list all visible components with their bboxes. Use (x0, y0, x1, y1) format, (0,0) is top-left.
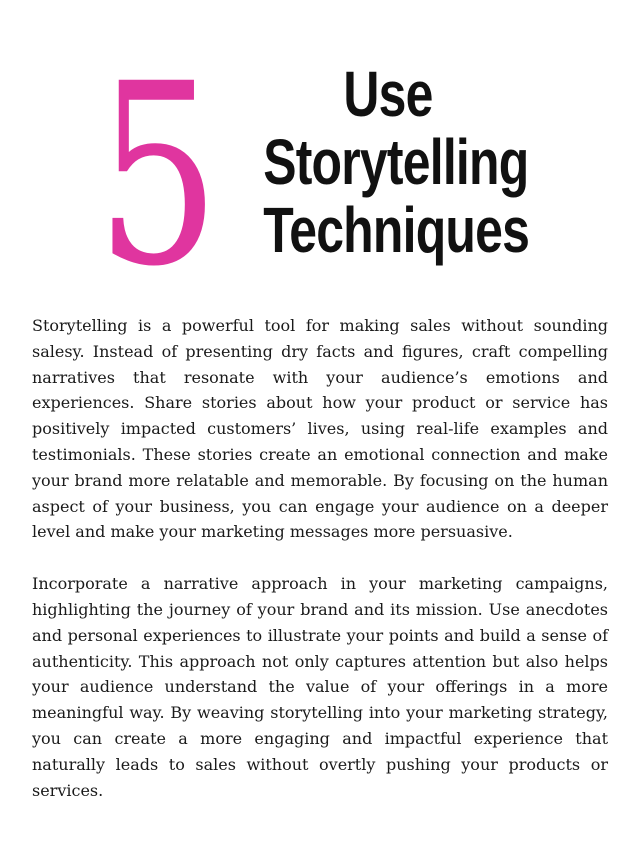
chapter-number-text: 5 (95, 30, 220, 322)
title-line-2: Storytelling (263, 126, 529, 198)
body-text (32, 313, 608, 829)
title-line-3: Techniques (263, 194, 530, 266)
chapter-number (95, 30, 220, 322)
paragraph-2: Incorporate a narrative approach in your marketing campaigns, highlighting the journey of your brand and its mission. Use anecdotes and personal experiences to illustrate your points and build a sense of authenticity. This approach not only captures attention but also helps your audience understand the value of your offerings in a more meaningful way. By weaving storytelling into your marketing strategy, you can create a more engaging and impactful experience that naturally leads to sales without overtly pushing your products or services. (32, 574, 608, 800)
title-line-1: Use (343, 58, 433, 130)
number-five-graphic (95, 30, 220, 322)
page-title (228, 60, 548, 264)
paragraph-1: Storytelling is a powerful tool for making sales without sounding salesy. Instead of presenting dry facts and figures, craft compelling narratives that resonate with your audience’s emotions and experiences. Share stories about how your product or service has positively impacted customers’ lives, using real-life examples and testimonials. These stories create an emotional connection and make your brand more relatable and memorable. By focusing on the human aspect of your business, you can engage your audience on a deeper level and make your marketing messages more persuasive. (32, 316, 608, 542)
